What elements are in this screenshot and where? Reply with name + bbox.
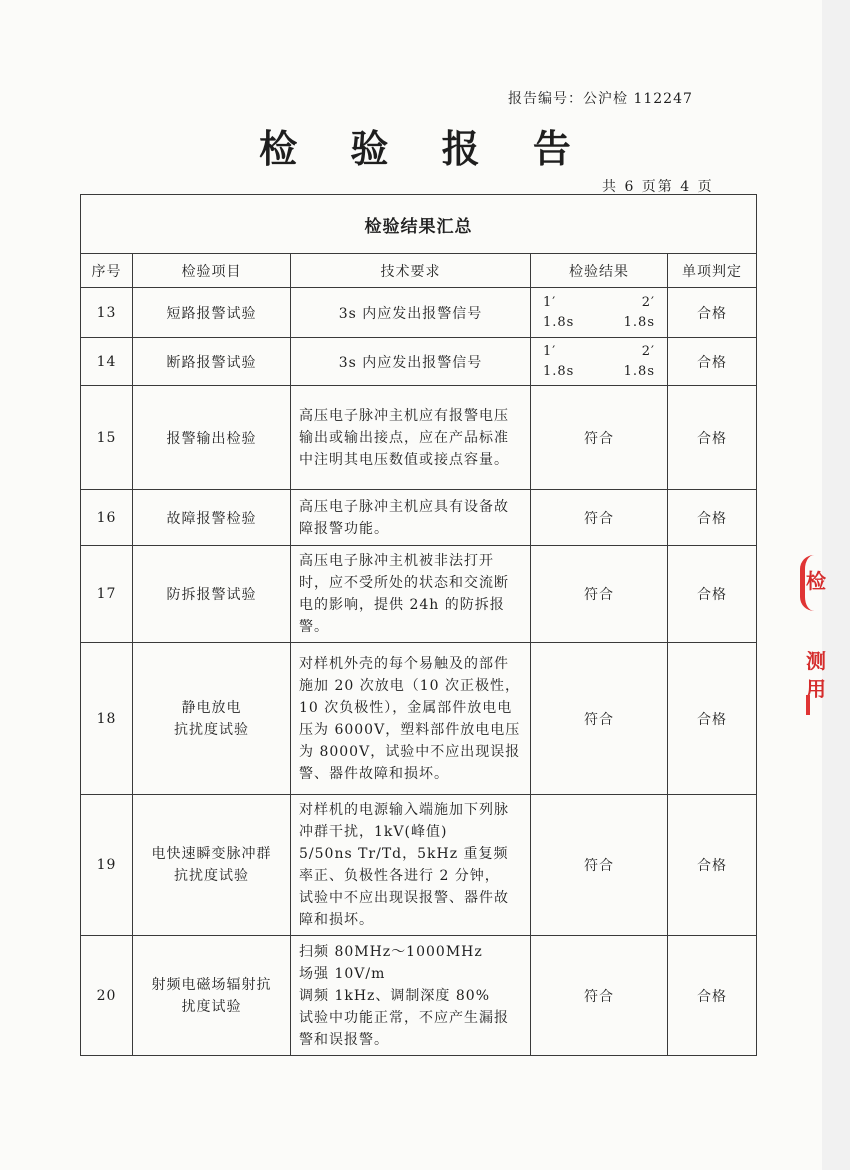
table-row [81, 643, 757, 795]
test-item-line: 射频电磁场辐射抗 [151, 976, 272, 993]
test-result: 符合 [531, 643, 668, 795]
test-item-line: 抗扰度试验 [174, 721, 249, 738]
test-result [531, 288, 668, 338]
requirement: 3s 内应发出报警信号 [291, 288, 531, 338]
requirement: 高压电子脉冲主机应具有设备故障报警功能。 [291, 490, 531, 546]
test-item: 短路报警试验 [133, 288, 291, 338]
verdict: 合格 [668, 795, 757, 936]
table-row [81, 386, 757, 490]
requirement-line: 调频 1kHz、调制深度 80% [299, 987, 490, 1004]
report-number: 报告编号：公沪检 112247 [508, 91, 693, 107]
table-row [81, 490, 757, 546]
column-header: 检验结果 [531, 254, 668, 288]
requirement-line: 5/50ns Tr/Td，5kHz 重复频率正、负极性各进行 2 分钟， [299, 846, 509, 884]
column-header: 技术要求 [291, 254, 531, 288]
test-result: 符合 [531, 936, 668, 1056]
row-number: 20 [81, 936, 133, 1056]
requirement-line: 对样机的电源输入端施加下列脉冲群干扰，1kV(峰值) [299, 802, 509, 840]
seal-arc [806, 695, 830, 715]
table-row [81, 936, 757, 1056]
page-title: 检 验 报 告 [259, 126, 591, 171]
results-table [80, 194, 757, 1056]
row-number: 16 [81, 490, 133, 546]
requirement: 高压电子脉冲主机被非法打开时，应不受所处的状态和交流断电的影响，提供 24h 的防拆报警。 [291, 546, 531, 643]
result-label: 1′ [543, 294, 557, 310]
requirement-line: 场强 10V/m [299, 965, 386, 982]
result-label: 2′ [641, 294, 655, 310]
table-row [81, 546, 757, 643]
row-number: 15 [81, 386, 133, 490]
seal-character: 用 [806, 677, 826, 701]
result-value: 1.8s [623, 314, 655, 330]
summary-title-row [81, 195, 757, 254]
verdict: 合格 [668, 386, 757, 490]
row-number: 13 [81, 288, 133, 338]
table-row [81, 795, 757, 936]
verdict: 合格 [668, 288, 757, 338]
requirement-line: 扫频 80MHz～1000MHz [299, 943, 483, 960]
verdict: 合格 [668, 546, 757, 643]
test-item-line: 电快速瞬变脉冲群 [151, 846, 272, 862]
row-number: 19 [81, 795, 133, 936]
summary-title: 检验结果汇总 [81, 195, 757, 254]
test-item: 断路报警试验 [133, 338, 291, 386]
test-result: 符合 [531, 546, 668, 643]
row-number: 14 [81, 338, 133, 386]
result-value: 1.8s [623, 363, 655, 379]
requirement [291, 936, 531, 1056]
test-result: 符合 [531, 490, 668, 546]
result-label: 2′ [641, 343, 655, 359]
header-row [81, 254, 757, 288]
test-item-line: 抗扰度试验 [174, 868, 249, 884]
row-number: 17 [81, 546, 133, 643]
column-header: 检验项目 [133, 254, 291, 288]
verdict: 合格 [668, 338, 757, 386]
test-item [133, 795, 291, 936]
result-value: 1.8s [543, 314, 575, 330]
page-info: 共 6 页第 4 页 [602, 179, 714, 195]
verdict: 合格 [668, 490, 757, 546]
requirement: 3s 内应发出报警信号 [291, 338, 531, 386]
requirement-line: 试验中不应出现误报警、器件故障和损坏。 [299, 890, 509, 928]
row-number: 18 [81, 643, 133, 795]
test-item [133, 936, 291, 1056]
verdict: 合格 [668, 643, 757, 795]
test-item: 故障报警检验 [133, 490, 291, 546]
red-seal-stamp [800, 555, 830, 725]
requirement-line: 试验中功能正常，不应产生漏报警和误报警。 [299, 1009, 509, 1048]
table-row [81, 288, 757, 338]
column-header: 单项判定 [668, 254, 757, 288]
column-header: 序号 [81, 254, 133, 288]
requirement: 对样机外壳的每个易触及的部件施加 20 次放电（10 次正极性，10 次负极性），金属部件放电电压为 6000V，塑料部件放电电压为 8000V，试验中不应出现误报警、器件故障和损坏。 [291, 643, 531, 795]
seal-character: 检 [806, 569, 826, 593]
test-item: 防拆报警试验 [133, 546, 291, 643]
verdict: 合格 [668, 936, 757, 1056]
table-row [81, 338, 757, 386]
result-value: 1.8s [543, 363, 575, 379]
test-item-line: 扰度试验 [181, 998, 242, 1015]
test-item: 报警输出检验 [133, 386, 291, 490]
test-item-line: 静电放电 [181, 699, 242, 716]
seal-character: 测 [806, 649, 826, 673]
test-result: 符合 [531, 795, 668, 936]
requirement [291, 795, 531, 936]
requirement: 高压电子脉冲主机应有报警电压输出或输出接点，应在产品标准中注明其电压数值或接点容量。 [291, 386, 531, 490]
test-result [531, 338, 668, 386]
test-item [133, 643, 291, 795]
result-label: 1′ [543, 343, 557, 359]
test-result: 符合 [531, 386, 668, 490]
